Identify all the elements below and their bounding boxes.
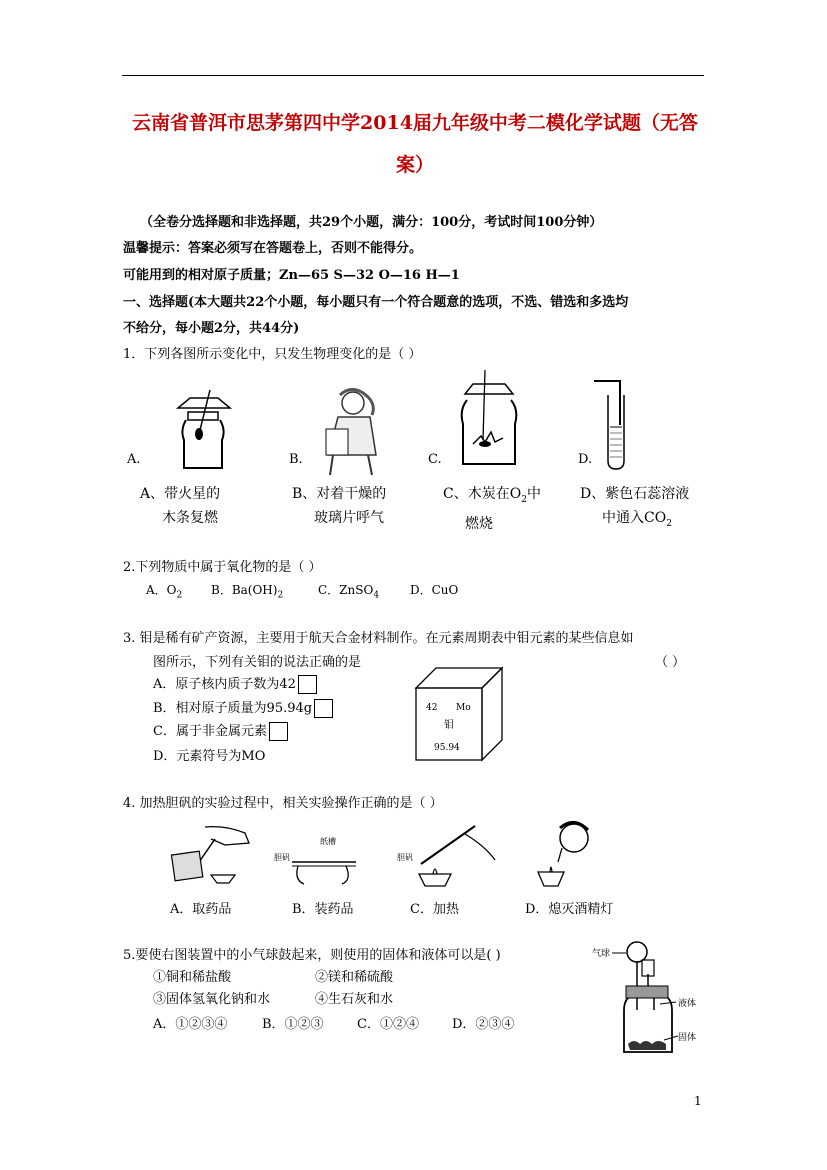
q3-answer-paren: （ ） xyxy=(655,655,686,670)
q5-option-d: D．②③④ xyxy=(452,1017,515,1032)
q4-image-c xyxy=(395,820,505,890)
label-balloon: 气球 xyxy=(592,949,611,959)
q3-option-a: A．原子核内质子数为42 xyxy=(153,673,317,694)
label-copper-sulfate: 胆矾 xyxy=(274,853,290,862)
q5-choice-3: ③固体氢氧化钠和水 xyxy=(153,992,271,1007)
answer-box xyxy=(298,675,317,694)
answer-box xyxy=(269,722,288,741)
section-heading-cont: 不给分，每小题2分，共44分) xyxy=(123,321,300,336)
header-rule xyxy=(122,75,704,76)
atomic-mass-line: 可能用到的相对原子质量；Zn—65 S—32 O—16 H—1 xyxy=(123,268,460,283)
q1-label-a: A. xyxy=(127,452,141,467)
q1-image-c xyxy=(455,370,527,470)
label-paper-trough: 纸槽 xyxy=(320,837,336,846)
q3-option-d: D．元素符号为MO xyxy=(153,749,266,764)
q1-label-d: D. xyxy=(578,452,593,467)
q3-option-b: B．相对原子质量为95.94g xyxy=(153,697,333,718)
element-name: 钼 xyxy=(444,720,454,731)
q2-option-c: C．ZnSO$_4$ xyxy=(318,583,380,601)
q4-caption-c: C．加热 xyxy=(410,902,459,917)
exam-tip: 温馨提示：答案必须写在答题卷上，否则不能得分。 xyxy=(123,241,423,256)
q1-image-d xyxy=(592,375,642,475)
q4-image-d xyxy=(528,818,608,890)
q3-option-c: C．属于非金属元素 xyxy=(153,720,288,741)
q4-stem: 4. 加热胆矾的实验过程中，相关实验操作正确的是（ ） xyxy=(123,796,443,811)
q4-caption-a: A．取药品 xyxy=(170,902,232,917)
q1-caption-b: B、对着干燥的 玻璃片呼气 xyxy=(292,486,387,526)
q5-option-b: B．①②③ xyxy=(262,1017,324,1032)
label-liquid: 液体 xyxy=(678,999,697,1009)
q3-stem-line1: 3. 钼是稀有矿产资源，主要用于航天合金材料制作。在元素周期表中钼元素的某些信息如 xyxy=(123,631,634,646)
q5-choice-2: ②镁和稀硫酸 xyxy=(315,970,394,985)
q2-stem: 2.下列物质中属于氧化物的是（ ） xyxy=(123,560,322,575)
element-mass: 95.94 xyxy=(434,743,460,753)
page-number: 1 xyxy=(694,1094,702,1108)
q1-label-c: C. xyxy=(428,452,442,467)
exam-info: （全卷分选择题和非选择题，共29个小题，满分：100分，考试时间100分钟） xyxy=(140,215,603,230)
answer-box xyxy=(314,699,333,718)
q5-choice-4: ④生石灰和水 xyxy=(315,992,394,1007)
doc-title-line2: 案） xyxy=(395,154,434,176)
q1-label-b: B. xyxy=(289,452,303,467)
label-solid: 固体 xyxy=(678,1033,697,1043)
q3-stem-line2: 图所示，下列有关钼的说法正确的是 xyxy=(153,655,362,670)
q1-image-b xyxy=(318,385,393,477)
q5-option-a: A．①②③④ xyxy=(153,1017,228,1032)
q2-option-b: B．$Ba(OH)_2$ xyxy=(211,583,284,601)
element-number: 42 xyxy=(426,703,438,713)
q5-apparatus xyxy=(590,940,710,1058)
q5-option-c: C．①②④ xyxy=(357,1017,419,1032)
q4-caption-b: B．装药品 xyxy=(292,902,354,917)
q1-caption-a: A、带火星的 木条复燃 xyxy=(140,486,221,526)
element-symbol: Mo xyxy=(456,703,471,713)
doc-title-line1: 云南省普洱市思茅第四中学2014届九年级中考二模化学试题（无答 xyxy=(132,112,698,134)
section-heading: 一、选择题(本大题共22个小题，每小题只有一个符合题意的选项，不选、错选和多选均 xyxy=(123,295,629,310)
q2-option-d: D．CuO xyxy=(410,583,459,597)
q1-image-a xyxy=(170,390,240,475)
q4-caption-d: D．熄灭酒精灯 xyxy=(525,902,614,917)
q1-stem: 1．下列各图所示变化中，只发生物理变化的是（ ） xyxy=(123,347,422,362)
label-copper-sulfate-2: 胆矾 xyxy=(397,853,413,862)
q5-choice-1: ①铜和稀盐酸 xyxy=(153,970,232,985)
q4-image-a xyxy=(165,825,255,890)
q1-caption-c: C、木炭在$O_2$中 燃烧 xyxy=(443,486,541,532)
q1-caption-d: D、紫色石蕊溶液 中通入$CO_2$ xyxy=(580,486,690,529)
q2-option-a: A．$O_2$ xyxy=(146,583,183,601)
element-card-mo xyxy=(410,664,510,764)
q5-stem: 5.要使右图装置中的小气球鼓起来，则使用的固体和液体可以是( ) xyxy=(123,948,501,963)
q4-image-b xyxy=(268,832,368,890)
